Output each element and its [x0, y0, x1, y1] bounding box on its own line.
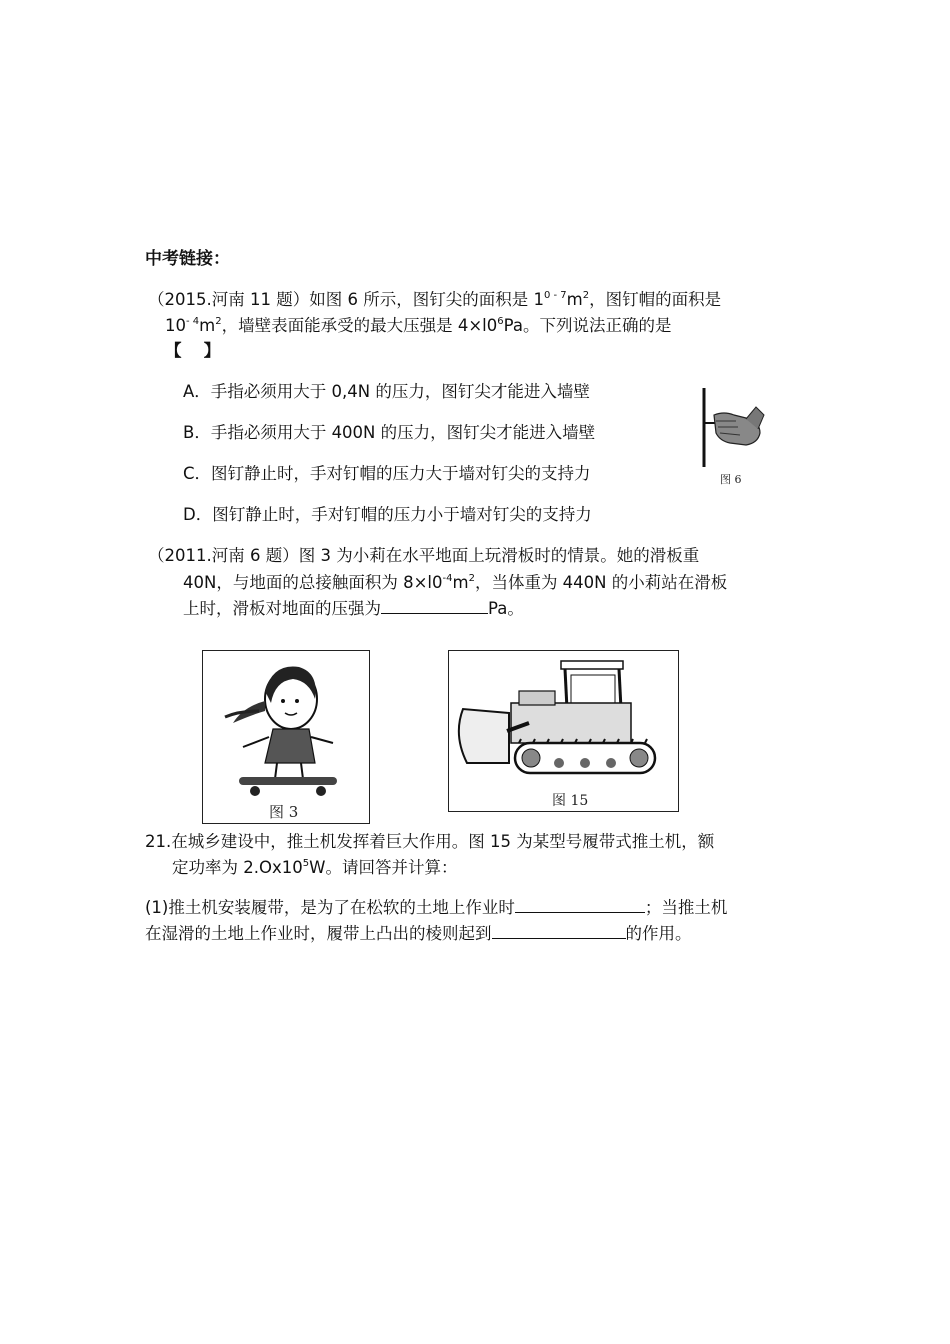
q1-unit1: m [566, 290, 583, 309]
q1-exp6: 6 [497, 316, 504, 327]
q2-line1: （2011.河南 6 题）图 3 为小莉在水平地面上玩滑板时的情景。她的滑板重 [148, 546, 700, 565]
q1-option-b: B．手指必须用大于 400N 的压力，图钉尖才能进入墙壁 [183, 423, 596, 442]
q1-option-c: C．图钉静止时，手对钉帽的压力大于墙对钉尖的支持力 [183, 464, 591, 483]
q1-unit2: m [199, 316, 216, 335]
q2-line2-prefix: 40N，与地面的总接触面积为 8×l0 [183, 573, 443, 592]
q3-blank-1[interactable] [515, 897, 645, 913]
q2-sq: 2 [468, 573, 475, 584]
q3-line1: 21.在城乡建设中，推土机发挥着巨大作用。图 15 为某型号履带式推土机，额 [145, 832, 715, 851]
section-heading: 中考链接： [145, 249, 230, 269]
q1-line1-suffix: ，图钉帽的面积是 [589, 290, 722, 309]
q3-sub1-line2-prefix: 在湿滑的土地上作业时，履带上凸出的棱则起到 [145, 924, 492, 943]
girl-on-skateboard-illustration [203, 651, 369, 801]
q1-line1 [148, 286, 721, 310]
q1-exp2: - 4 [186, 316, 200, 327]
q2-line3 [183, 595, 524, 619]
figure-3-label: 图 3 [269, 803, 299, 821]
q3-exp: 5 [302, 858, 310, 869]
figure-6 [690, 385, 770, 490]
figure-15-label: 图 15 [552, 793, 589, 809]
q3-sub1-line1-prefix: (1)推土机安装履带，是为了在松软的土地上作业时 [145, 898, 515, 917]
q1-sq1: 2 [582, 290, 590, 301]
q1-answer-bracket: 【 】 [165, 341, 221, 360]
q1-option-d: D．图钉静止时，手对钉帽的压力小于墙对钉尖的支持力 [183, 505, 592, 524]
q2-line3-suffix: Pa。 [488, 599, 524, 618]
q1-line2-text: ，墙壁表面能承受的最大压强是 4×l0 [221, 316, 498, 335]
q1-line2-suffix: Pa。下列说法正确的是 [503, 316, 672, 335]
bulldozer-illustration [449, 651, 678, 791]
q1-exp1: 0 - 7 [543, 290, 567, 301]
q2-line2-suffix: ，当体重为 440N 的小莉站在滑板 [474, 573, 728, 592]
q3-line2-suffix: W。请回答并计算： [309, 858, 458, 877]
q3-line2 [172, 854, 457, 878]
q1-line2 [165, 312, 671, 336]
q3-blank-2[interactable] [492, 923, 626, 939]
q3-line2-prefix: 定功率为 2.Ox10 [172, 858, 303, 877]
q3-sub1-line1-suffix: ；当推土机 [644, 898, 728, 917]
q1-line2-prefix: 10 [165, 316, 186, 335]
q2-line3-prefix: 上时，滑板对地面的压强为 [183, 599, 381, 618]
q1-sq2: 2 [215, 316, 222, 327]
q3-sub1-line1 [145, 894, 727, 918]
figure-3 [202, 650, 370, 824]
q2-line2 [183, 569, 727, 593]
q2-unit: m [452, 573, 469, 592]
q1-line1-prefix: （2015.河南 11 题）如图 6 所示，图钉尖的面积是 1 [148, 290, 544, 309]
q3-sub1-line2 [145, 920, 692, 944]
figure-6-label: 图 6 [720, 473, 742, 486]
q2-exp: -4 [442, 573, 453, 584]
q2-answer-blank[interactable] [381, 598, 488, 614]
figure-15 [448, 650, 679, 812]
q1-option-a: A．手指必须用大于 0,4N 的压力，图钉尖才能进入墙壁 [183, 382, 590, 401]
q3-sub1-line2-suffix: 的作用。 [625, 924, 692, 943]
